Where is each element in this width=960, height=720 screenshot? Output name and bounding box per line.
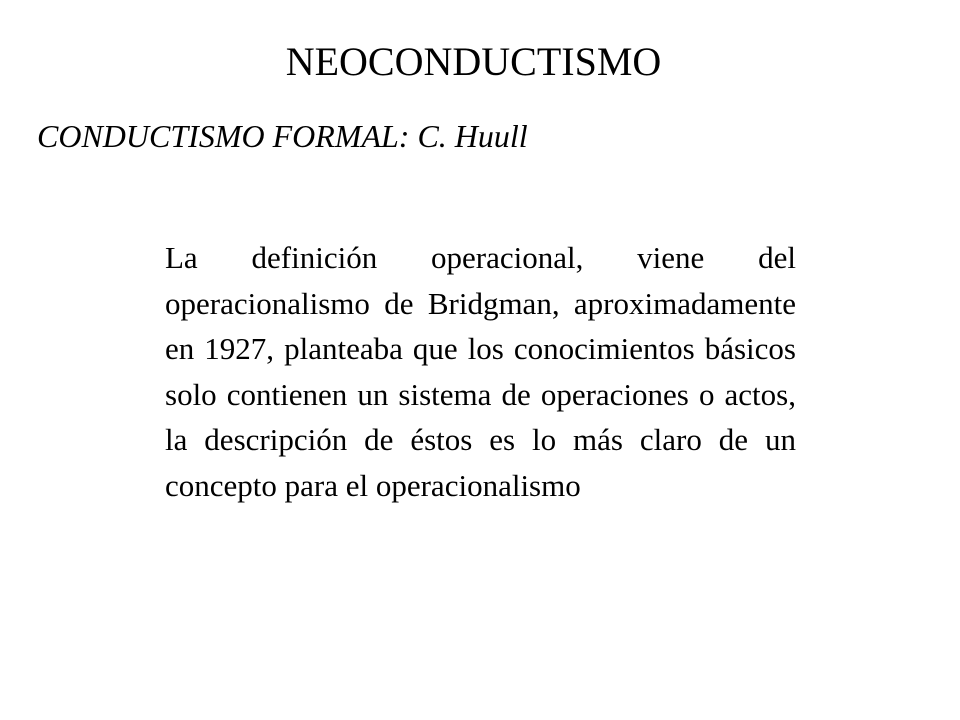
slide-subtitle: CONDUCTISMO FORMAL: C. Huull	[37, 118, 528, 154]
slide-title: NEOCONDUCTISMO	[285, 39, 662, 84]
slide-body-paragraph: La definición operacional, viene del operacionalismo de Bridgman, aproximadamente en 1927, planteaba que los conocimientos básicos solo contienen un sistema de operaciones o actos, la descripción de éstos es lo más claro de un concepto para el operacionalismo	[165, 240, 796, 503]
